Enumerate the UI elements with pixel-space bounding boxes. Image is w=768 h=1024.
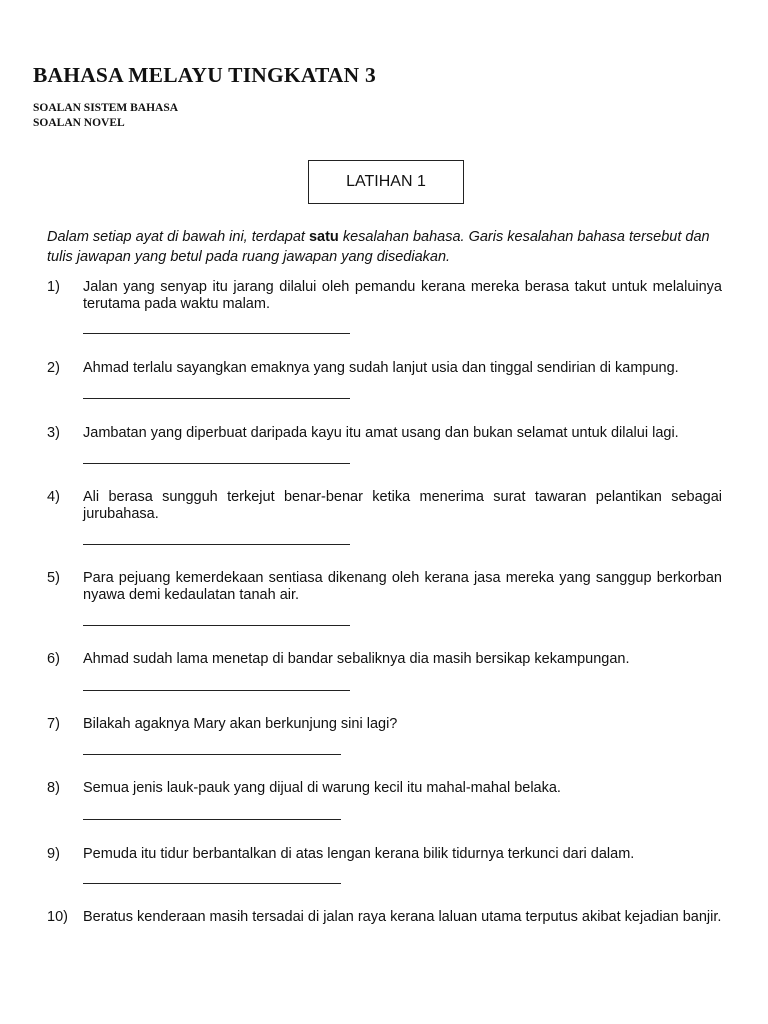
answer-line[interactable]: [83, 754, 341, 755]
exercise-label: LATIHAN 1: [346, 173, 426, 190]
question-text: Bilakah agaknya Mary akan berkunjung sini lagi?: [83, 716, 398, 732]
question-number: 6): [47, 651, 60, 667]
answer-line[interactable]: [83, 690, 350, 691]
instructions-part-2: kesalahan bahasa. Garis kesalahan bahasa tersebut dan tulis jawapan yang betul pada ruang jawapan yang disediakan.: [47, 229, 710, 265]
answer-line[interactable]: [83, 398, 350, 399]
question-text: Ali berasa sungguh terkejut benar-benar ketika menerima surat tawaran pelantikan sebagai jurubahasa.: [83, 489, 722, 522]
question-number: 5): [47, 570, 60, 586]
answer-line[interactable]: [83, 819, 341, 820]
question-number: 7): [47, 716, 60, 732]
question-text: Para pejuang kemerdekaan sentiasa dikenang oleh kerana jasa mereka yang sanggup berkorban nyawa demi kedaulatan tanah air.: [83, 570, 722, 603]
subtitle-novel: SOALAN NOVEL: [33, 117, 125, 129]
exercise-label-box: [308, 160, 464, 204]
answer-line[interactable]: [83, 625, 350, 626]
question-text: Ahmad terlalu sayangkan emaknya yang sudah lanjut usia dan tinggal sendirian di kampung.: [83, 360, 679, 376]
question-text: Beratus kenderaan masih tersadai di jalan raya kerana laluan utama terputus akibat kejadian banjir.: [83, 909, 722, 925]
question-number: 8): [47, 780, 60, 796]
instructions-part-1: Dalam setiap ayat di bawah ini, terdapat: [47, 229, 309, 245]
question-text: Semua jenis lauk-pauk yang dijual di warung kecil itu mahal-mahal belaka.: [83, 780, 561, 796]
question-number: 2): [47, 360, 60, 376]
question-text: Ahmad sudah lama menetap di bandar sebaliknya dia masih bersikap kekampungan.: [83, 651, 630, 667]
answer-line[interactable]: [83, 333, 350, 334]
instructions-emphasis: satu: [308, 229, 339, 245]
question-number: 10): [47, 909, 68, 925]
question-number: 3): [47, 425, 60, 441]
question-text: Jambatan yang diperbuat daripada kayu itu amat usang dan bukan selamat untuk dilalui lagi.: [83, 425, 679, 441]
instructions: [47, 227, 727, 267]
document-title: BAHASA MELAYU TINGKATAN 3: [33, 63, 376, 87]
question-number: 4): [47, 489, 60, 505]
answer-line[interactable]: [83, 463, 350, 464]
answer-line[interactable]: [83, 544, 350, 545]
question-text: Jalan yang senyap itu jarang dilalui oleh pemandu kerana mereka berasa takut untuk melaluinya terutama pada waktu malam.: [83, 279, 722, 312]
question-number: 9): [47, 846, 60, 862]
subtitle-sistem-bahasa: SOALAN SISTEM BAHASA: [33, 102, 179, 114]
question-number: 1): [47, 279, 60, 295]
question-text: Pemuda itu tidur berbantalkan di atas lengan kerana bilik tidurnya terkunci dari dalam.: [83, 846, 635, 862]
answer-line[interactable]: [83, 883, 341, 884]
